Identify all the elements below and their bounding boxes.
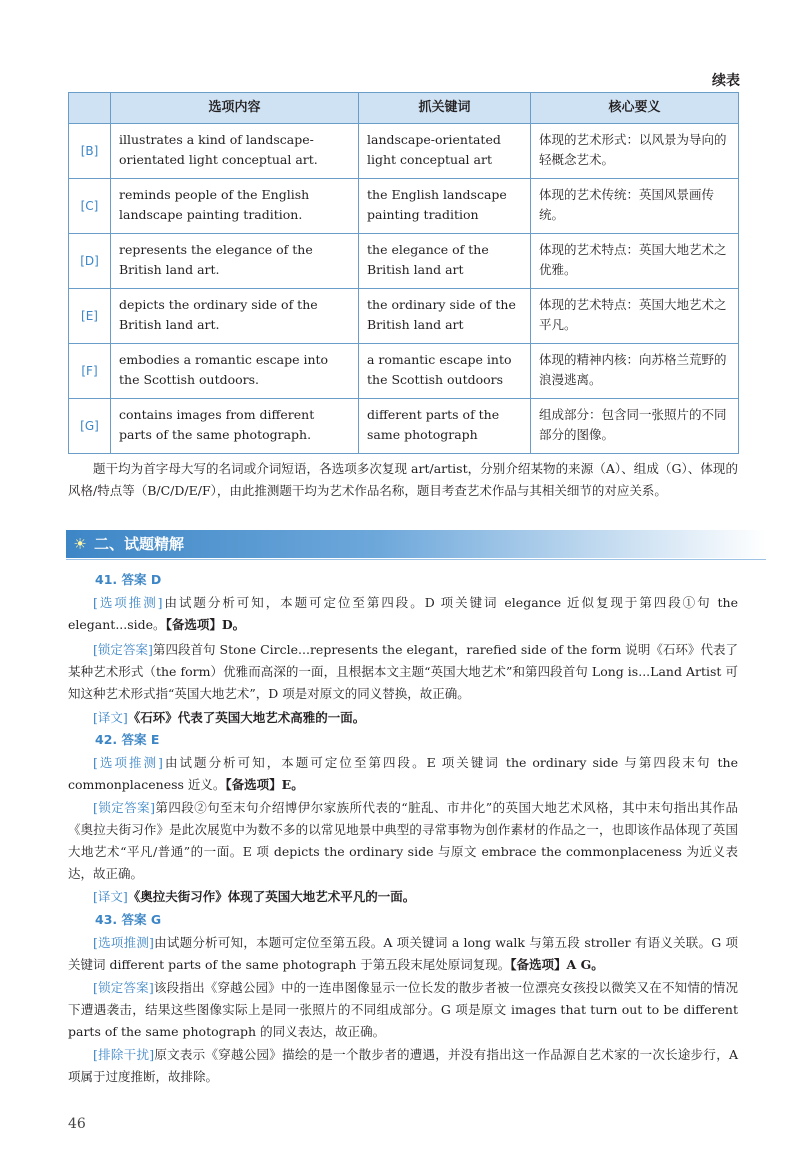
q42-translation <box>68 886 738 908</box>
paragraph-text: 第四段首句 Stone Circle...represents the elegant，rarefied side of the form 说明《石环》代表了某种艺术形式（the form）优雅而高深的一面，且根据本文主题“英国大地艺术”和第四段首句 Long is...Land Artist 可知这种艺术形式指“英国大地艺术”，D 项是对原文的同义替换，故正确。 <box>68 642 738 701</box>
option-letter: [D] <box>69 234 111 289</box>
candidate-label: 【备选项】E。 <box>225 777 304 792</box>
header-content: 选项内容 <box>111 93 359 124</box>
tag-label: [选项推测] <box>93 595 163 610</box>
option-core: 组成部分：包含同一张照片的不同部分的图像。 <box>531 399 739 454</box>
option-keyword: the ordinary side of the British land art <box>359 289 531 344</box>
option-keyword: a romantic escape into the Scottish outdoors <box>359 344 531 399</box>
translation-text: 《石环》代表了英国大地艺术高雅的一面。 <box>127 710 366 725</box>
table-row <box>69 344 739 399</box>
translation-text: 《奥拉夫街习作》体现了英国大地艺术平凡的一面。 <box>127 889 416 904</box>
option-core: 体现的艺术形式：以风景为导向的轻概念艺术。 <box>531 124 739 179</box>
summary-paragraph: 题干均为首字母大写的名词或介词短语，各选项多次复现 art/artist，分别介绍某物的来源（A）、组成（G）、体现的风格/特点等（B/C/D/E/F），由此推测题干均为艺术作品名称，题目考查艺术作品与其相关细节的对应关系。 <box>68 461 738 498</box>
option-content: embodies a romantic escape into the Scottish outdoors. <box>111 344 359 399</box>
section-header <box>66 530 766 558</box>
option-keyword: different parts of the same photograph <box>359 399 531 454</box>
tag-label: [排除干扰] <box>93 1047 155 1062</box>
lightbulb-icon: ☀ <box>73 535 87 553</box>
tag-label: [选项推测] <box>93 755 163 770</box>
option-keyword: the elegance of the British land art <box>359 234 531 289</box>
candidate-label: 【备选项】A G。 <box>510 957 604 972</box>
q41-answer: 41. 答案 D <box>95 572 162 587</box>
option-core: 体现的精神内核：向苏格兰荒野的浪漫逃离。 <box>531 344 739 399</box>
option-letter: [E] <box>69 289 111 344</box>
header-keyword: 抓关键词 <box>359 93 531 124</box>
tag-label: [译文] <box>93 710 128 725</box>
table-row <box>69 124 739 179</box>
option-content: contains images from different parts of the same photograph. <box>111 399 359 454</box>
tag-label: [译文] <box>93 889 128 904</box>
option-letter: [B] <box>69 124 111 179</box>
page-number: 46 <box>68 1116 86 1132</box>
option-letter: [G] <box>69 399 111 454</box>
option-letter: [F] <box>69 344 111 399</box>
section-divider <box>66 559 766 560</box>
option-core: 体现的艺术传统：英国风景画传统。 <box>531 179 739 234</box>
q42-option-inference <box>68 752 738 796</box>
q43-answer: 43. 答案 G <box>95 912 162 927</box>
q43-lock-answer <box>68 977 738 1043</box>
continued-label: 续表 <box>712 73 740 89</box>
q42-answer: 42. 答案 E <box>95 732 160 747</box>
q41-option-inference <box>68 592 738 636</box>
table-row <box>69 399 739 454</box>
q41-lock-answer <box>68 639 738 705</box>
option-content: reminds people of the English landscape painting tradition. <box>111 179 359 234</box>
paragraph-text: 由试题分析可知，本题可定位至第四段。E 项关键词 the ordinary side 与第四段末句 the commonplaceness 近义。 <box>68 755 738 792</box>
option-core: 体现的艺术特点：英国大地艺术之平凡。 <box>531 289 739 344</box>
table-row <box>69 234 739 289</box>
option-content: illustrates a kind of landscape-orientated light conceptual art. <box>111 124 359 179</box>
option-content: represents the elegance of the British land art. <box>111 234 359 289</box>
option-keyword: landscape-orientated light conceptual art <box>359 124 531 179</box>
tag-label: [锁定答案] <box>93 800 155 815</box>
paragraph-text: 由试题分析可知，本题可定位至第四段。D 项关键词 elegance 近似复现于第四段①句 the elegant...side。 <box>68 595 738 632</box>
section-title: 二、试题精解 <box>94 535 185 553</box>
options-table <box>68 92 739 454</box>
table-header-row <box>69 93 739 124</box>
paragraph-text: 该段指出《穿越公园》中的一连串图像显示一位长发的散步者被一位漂亮女孩投以微笑又在不知情的情况下遭遇袭击，结果这些图像实际上是同一张照片的不同组成部分。G 项是原文 images that turn out to be different parts of the same photograph 的同义表达，故正确。 <box>68 980 738 1039</box>
paragraph-text: 由试题分析可知，本题可定位至第五段。A 项关键词 a long walk 与第五段 stroller 有语义关联。G 项关键词 different parts of the same photograph 于第五段末尾处原词复现。 <box>68 935 738 972</box>
option-keyword: the English landscape painting tradition <box>359 179 531 234</box>
table-row <box>69 179 739 234</box>
option-content: depicts the ordinary side of the British land art. <box>111 289 359 344</box>
header-blank <box>69 93 111 124</box>
option-letter: [C] <box>69 179 111 234</box>
q43-exclude <box>68 1044 738 1088</box>
q41-translation <box>68 707 738 729</box>
header-core: 核心要义 <box>531 93 739 124</box>
paragraph-text: 原文表示《穿越公园》描绘的是一个散步者的遭遇，并没有指出这一作品源自艺术家的一次长途步行，A 项属于过度推断，故排除。 <box>68 1047 738 1084</box>
tag-label: [选项推测] <box>93 935 154 950</box>
table-row <box>69 289 739 344</box>
tag-label: [锁定答案] <box>93 980 154 995</box>
tag-label: [锁定答案] <box>93 642 153 657</box>
candidate-label: 【备选项】D。 <box>165 617 246 632</box>
paragraph-text: 第四段②句至末句介绍博伊尔家族所代表的“脏乱、市井化”的英国大地艺术风格，其中末句指出其作品《奥拉夫街习作》是此次展览中为数不多的以常见地景中典型的寻常事物为创作素材的作品之一，也即该作品体现了英国大地艺术“平凡/普通”的一面。E 项 depicts the ordinary side 与原文 embrace the commonplaceness 为近义表达，故正确。 <box>68 800 738 881</box>
q43-option-inference <box>68 932 738 976</box>
option-core: 体现的艺术特点：英国大地艺术之优雅。 <box>531 234 739 289</box>
q42-lock-answer <box>68 797 738 885</box>
